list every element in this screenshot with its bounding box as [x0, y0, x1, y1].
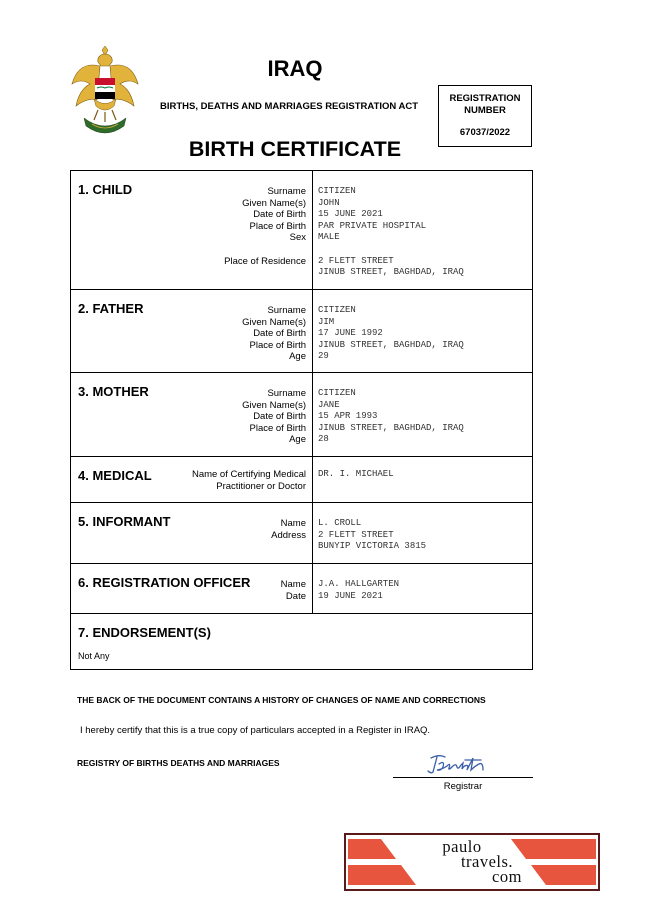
field-values	[318, 305, 464, 363]
label-date-of-birth: Date of Birth	[253, 411, 306, 423]
value-place-of-birth: JINUB STREET, BAGHDAD, IRAQ	[318, 339, 464, 350]
section-endorsements	[71, 614, 532, 669]
label-place-of-residence: Place of Residence	[224, 255, 306, 267]
section-title: 5. INFORMANT	[78, 514, 171, 529]
endorsement-note: Not Any	[78, 651, 110, 661]
logo-line-2: travels.	[460, 852, 514, 871]
section-informant	[71, 503, 532, 564]
section-father	[71, 290, 532, 373]
label-age: Age	[289, 351, 306, 363]
label-certifying-medical: Name of Certifying Medical	[191, 469, 306, 480]
value-given-names: JANE	[318, 399, 340, 410]
value-surname: CITIZEN	[318, 186, 356, 196]
back-of-document-notice: THE BACK OF THE DOCUMENT CONTAINS A HISTORY OF CHANGES OF NAME AND CORRECTIONS	[77, 695, 486, 705]
certificate-table	[70, 170, 533, 670]
value-place-of-birth: JINUB STREET, BAGHDAD, IRAQ	[318, 422, 464, 433]
label-sex: Sex	[289, 232, 306, 244]
logo-text	[346, 839, 598, 884]
label-name: Name	[280, 579, 306, 590]
section-title: 6. REGISTRATION OFFICER	[78, 575, 251, 590]
label-surname: Surname	[267, 305, 306, 316]
field-labels	[192, 469, 306, 492]
label-practitioner-or-doctor: Practitioner or Doctor	[216, 480, 306, 492]
label-place-of-birth: Place of Birth	[249, 422, 306, 434]
label-given-names: Given Name(s)	[242, 316, 306, 328]
registry-name: REGISTRY OF BIRTHS DEATHS AND MARRIAGES	[77, 758, 280, 768]
section-title: 4. MEDICAL	[78, 468, 152, 483]
field-labels	[242, 388, 306, 446]
field-labels	[281, 579, 306, 602]
section-child	[71, 171, 532, 290]
value-date-of-birth: 17 JUNE 1992	[318, 328, 383, 339]
value-name: J.A. HALLGARTEN	[318, 579, 400, 589]
registration-number: 67037/2022	[459, 127, 511, 138]
logo-line-3: com	[492, 867, 522, 886]
label-given-names: Given Name(s)	[242, 399, 306, 411]
label-date: Date	[285, 590, 306, 602]
label-name: Name	[280, 518, 306, 529]
country-title: IRAQ	[267, 56, 323, 81]
logo-line-1: paulo	[442, 837, 482, 856]
registrar-label: Registrar	[443, 781, 483, 792]
field-labels	[242, 305, 306, 363]
label-address: Address	[271, 529, 306, 541]
certificate-title: BIRTH CERTIFICATE	[188, 137, 402, 161]
value-date-of-birth: 15 JUNE 2021	[318, 209, 383, 220]
label-given-names: Given Name(s)	[242, 197, 306, 209]
label-age: Age	[289, 434, 306, 446]
field-values	[318, 388, 464, 446]
label-date-of-birth: Date of Birth	[253, 209, 306, 221]
registration-label-number: NUMBER	[464, 105, 506, 116]
value-place-of-birth: PAR PRIVATE HOSPITAL	[318, 220, 427, 231]
paulo-travels-watermark	[344, 833, 600, 891]
value-date-of-birth: 15 APR 1993	[318, 411, 378, 422]
value-given-names: JIM	[318, 316, 335, 327]
section-title: 1. CHILD	[78, 182, 133, 197]
value-residence-line-2: JINUB STREET, BAGHDAD, IRAQ	[318, 267, 464, 278]
value-sex: MALE	[318, 232, 340, 243]
field-labels	[271, 518, 306, 541]
signature-line	[393, 777, 533, 778]
section-title: 7. ENDORSEMENT(S)	[78, 625, 211, 640]
value-surname: CITIZEN	[318, 305, 356, 315]
registration-act: BIRTHS, DEATHS AND MARRIAGES REGISTRATION ACT	[160, 101, 419, 112]
value-doctor-name: DR. I. MICHAEL	[318, 469, 394, 479]
label-date-of-birth: Date of Birth	[253, 328, 306, 340]
value-address-line-2: BUNYIP VICTORIA 3815	[318, 541, 427, 552]
certification-statement: I hereby certify that this is a true copy of particulars accepted in a Register in IRAQ.	[80, 725, 431, 736]
section-registration-officer	[71, 564, 532, 614]
label-surname: Surname	[267, 186, 306, 197]
registration-number-box	[438, 85, 532, 147]
field-values	[318, 186, 464, 279]
value-surname: CITIZEN	[318, 388, 356, 398]
section-medical	[71, 457, 532, 503]
section-title: 2. FATHER	[78, 301, 144, 316]
section-mother	[71, 373, 532, 457]
field-values	[318, 579, 399, 602]
value-age: 28	[318, 434, 329, 445]
value-address-line-1: 2 FLETT STREET	[318, 529, 394, 540]
field-values	[318, 518, 426, 553]
value-name: L. CROLL	[318, 518, 362, 528]
field-labels	[224, 186, 306, 267]
value-age: 29	[318, 351, 329, 362]
registration-label: REGISTRATION	[449, 93, 521, 104]
iraq-eagle-emblem-icon	[70, 44, 140, 140]
section-title: 3. MOTHER	[78, 384, 149, 399]
label-place-of-birth: Place of Birth	[249, 339, 306, 351]
registrar-signature	[425, 752, 505, 776]
value-residence-line-1: 2 FLETT STREET	[318, 255, 394, 266]
label-place-of-birth: Place of Birth	[249, 220, 306, 232]
label-surname: Surname	[267, 388, 306, 399]
field-values	[318, 469, 394, 481]
value-date: 19 JUNE 2021	[318, 590, 383, 601]
value-given-names: JOHN	[318, 197, 340, 208]
